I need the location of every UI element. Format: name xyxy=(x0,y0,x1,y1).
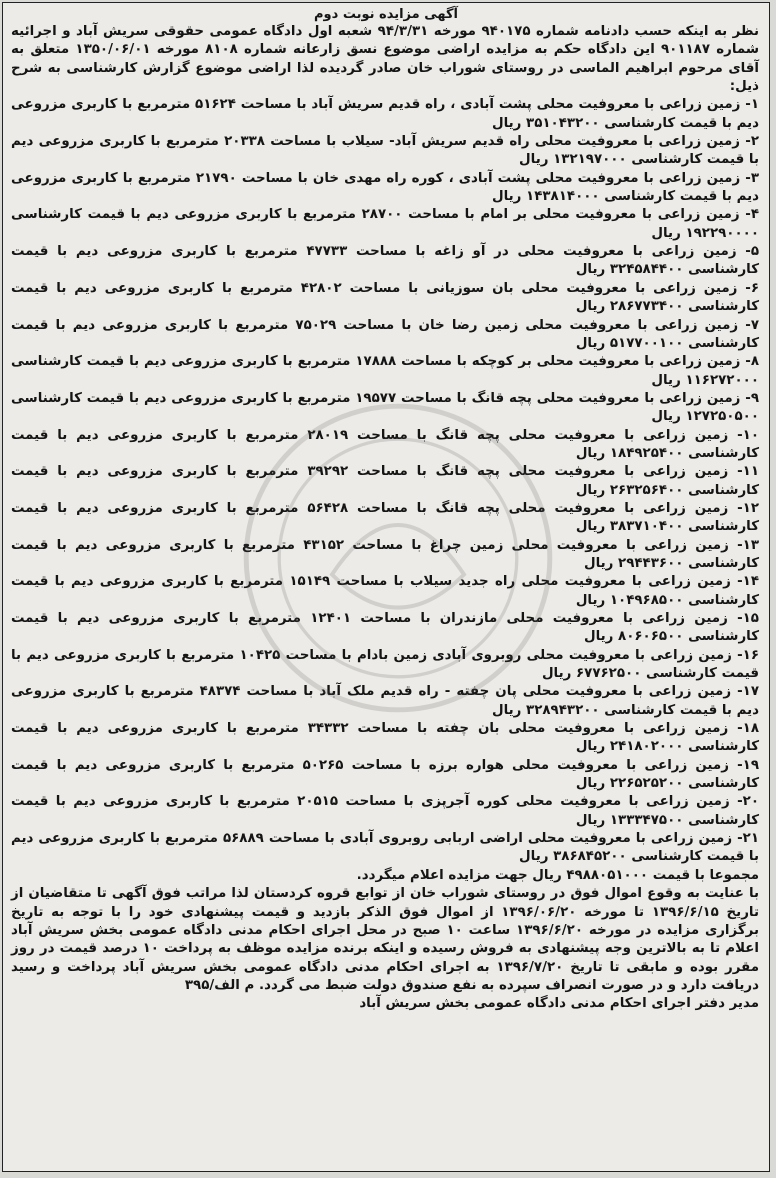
land-item-17: ۱۷- زمین زراعی با معروفیت محلی پان چفته - راه قدیم ملک آباد با مساحت ۴۸۳۷۴ مترمربع با کاربری مزروعی دیم با قیمت کارشناسی ۳۲۸۹۴۳۲۰۰ ریال xyxy=(11,684,760,718)
land-item-12: ۱۲- زمین زراعی با معروفیت محلی پچه قانگ با مساحت ۵۶۴۲۸ مترمربع با کاربری مزروعی دیم با قیمت کارشناسی ۳۸۳۷۱۰۴۰۰ ریال xyxy=(11,500,760,535)
land-item-16: ۱۶- زمین زراعی با معروفیت محلی روبروی آبادی زمین بادام با مساحت ۱۰۴۲۵ مترمربع با کاربری مزروعی دیم با قیمت کارشناسی ۶۷۷۶۲۵۰۰ ریال xyxy=(11,647,759,682)
land-item-20: ۲۰- زمین زراعی با معروفیت محلی کوره آجرپزی با مساحت ۲۰۵۱۵ مترمربع با کاربری مزروعی دیم با قیمت کارشناسی ۱۳۳۳۴۷۵۰۰ ریال xyxy=(11,794,759,828)
total-price: مجموعا با قیمت ۴۹۸۸۰۵۱۰۰۰ ریال جهت مزایده اعلام میگردد. xyxy=(356,867,759,883)
land-item-19: ۱۹- زمین زراعی با معروفیت محلی هواره برزه با مساحت ۵۰۲۶۵ مترمربع با کاربری مزروعی دیم با قیمت کارشناسی ۲۲۶۵۲۵۲۰۰ ریال xyxy=(11,757,759,792)
newspaper-clipping xyxy=(2,2,770,1172)
land-item-6: ۶- زمین زراعی با معروفیت محلی بان سوزیانی با مساحت ۴۲۸۰۲ مترمربع با کاربری مزروعی دیم با قیمت کارشناسی ۲۸۶۷۷۳۴۰۰ ریال xyxy=(11,280,759,315)
land-item-3: ۳- زمین زراعی با معروفیت محلی پشت آبادی ، کوره راه مهدی خان با مساحت ۲۱۷۹۰ مترمربع با کاربری مزروعی دیم با قیمت کارشناسی ۱۴۳۸۱۴۰۰۰ ریال xyxy=(11,170,760,205)
closing-paragraph: با عنایت به وقوع اموال فوق در روستای شوراب خان از توابع قروه کردستان لذا مراتب فوق آگهی تا متقاضیان از تاریخ ۱۳۹۶/۶/۱۵ تا مورخه ۱۳۹۶/۰۶/۲۰ از اموال فوق الذکر بازدید و قیمت پیشنهادی خود را با توجه به تاریخ برگزاری مزایده در مورخه ۱۳۹۶/۶/۲۰ ساعت ۱۰ صبح در محل اجرای احکام مدنی دادگاه عمومی بخش سریش آباد اعلام تا به بالاترین وجه پیشنهادی به فروش رسیده و اینکه برنده مزایده موظف به پرداخت ۱۰ درصد قیمت در روز مقرر بوده و مابقی تا تاریخ ۱۳۹۶/۷/۲۰ به اجرای احکام مدنی دادگاه عمومی بخش سریش آباد پرداخت و رسید دریافت دارد و در صورت انصراف سپرده به نفع صندوق دولت ضبط می گردد. م الف/۳۹۵ xyxy=(11,886,759,993)
land-item-7: ۷- زمین زراعی با معروفیت محلی زمین رضا خان با مساحت ۷۵۰۲۹ مترمربع با کاربری مزروعی دیم با قیمت کارشناسی ۵۱۷۷۰۰۱۰۰ ریال xyxy=(11,317,760,351)
land-item-14: ۱۴- زمین زراعی با معروفیت محلی راه جدید سیلاب با مساحت ۱۵۱۴۹ مترمربع با کاربری مزروعی دیم با قیمت کارشناسی ۱۰۴۹۶۸۵۰۰ ریال xyxy=(11,574,759,608)
notice-body xyxy=(3,23,769,1014)
land-item-9: ۹- زمین زراعی با معروفیت محلی پچه قانگ با مساحت ۱۹۵۷۷ مترمربع با کاربری مزروعی دیم با قیمت کارشناسی ۱۲۷۲۵۰۵۰۰ ریال xyxy=(11,390,759,425)
land-item-10: ۱۰- زمین زراعی با معروفیت محلی پچه قانگ با مساحت ۲۸۰۱۹ مترمربع با کاربری مزروعی دیم با قیمت کارشناسی ۱۸۴۹۲۵۴۰۰ ریال xyxy=(11,427,760,461)
land-item-2: ۲- زمین زراعی با معروفیت محلی راه قدیم سریش آباد- سیلاب با مساحت ۲۰۳۳۸ مترمربع با کاربری مزروعی دیم با قیمت کارشناسی ۱۳۲۱۹۷۰۰۰ ریال xyxy=(11,134,759,168)
land-item-13: ۱۳- زمین زراعی با معروفیت محلی زمین چراغ با مساحت ۴۳۱۵۲ مترمربع با کاربری مزروعی دیم با قیمت کارشناسی ۲۹۴۴۳۶۰۰ ریال xyxy=(11,537,759,571)
land-item-15: ۱۵- زمین زراعی با معروفیت محلی مازندران با مساحت ۱۲۴۰۱ مترمربع با کاربری مزروعی دیم با قیمت کارشناسی ۸۰۶۰۶۵۰۰ ریال xyxy=(11,611,759,645)
land-item-21: ۲۱- زمین زراعی با معروفیت محلی اراضی اربابی روبروی آبادی با مساحت ۵۶۸۸۹ مترمربع با کاربری مزروعی دیم با قیمت کارشناسی ۳۸۶۸۴۵۲۰۰ ریال xyxy=(11,831,759,865)
land-item-11: ۱۱- زمین زراعی با معروفیت محلی پچه قانگ با مساحت ۳۹۲۹۲ مترمربع با کاربری مزروعی دیم با قیمت کارشناسی ۲۶۳۲۵۶۴۰۰ ریال xyxy=(11,464,760,498)
land-item-1: ۱- زمین زراعی با معروفیت محلی پشت آبادی ، راه قدیم سریش آباد با مساحت ۵۱۶۲۴ مترمربع با کاربری مزروعی دیم با قیمت کارشناسی ۳۵۱۰۴۳۲۰۰ ریال xyxy=(11,97,759,131)
land-item-5: ۵- زمین زراعی با معروفیت محلی در آو زاغه با مساحت ۴۷۷۳۳ مترمربع با کاربری مزروعی دیم با قیمت کارشناسی ۳۲۴۵۸۴۴۰۰ ریال xyxy=(11,244,760,278)
notice-intro: نظر به اینکه حسب دادنامه شماره ۹۴۰۱۷۵ مورخه ۹۴/۳/۳۱ شعبه اول دادگاه عمومی حقوقی سریش آباد و اجرائیه شماره ۹۰۱۱۸۷ این دادگاه حکم به مزایده اراضی موضوع نسق زارعانه شماره ۸۱۰۸ مورخه ۱۳۵۰/۰۶/۰۱ متعلق به آقای مرحوم ابراهیم الماسی در روستای شوراب خان صادر گردیده لذا اراضی موضوع گزارش کارشناسی به شرح ذیل: xyxy=(11,24,759,95)
land-item-8: ۸- زمین زراعی با معروفیت محلی بر کوچکه با مساحت ۱۷۸۸۸ مترمربع با کاربری مزروعی دیم با قیمت کارشناسی ۱۱۶۲۷۲۰۰۰ ریال xyxy=(11,354,759,388)
notice-title: آگهی مزایده نوبت دوم xyxy=(314,7,458,22)
land-item-4: ۴- زمین زراعی با معروفیت محلی بر امام با مساحت ۲۸۷۰۰ مترمربع با کاربری مزروعی دیم با قیمت کارشناسی ۱۹۲۲۹۰۰۰۰ ریال xyxy=(11,207,760,241)
land-item-18: ۱۸- زمین زراعی با معروفیت محلی بان چفته با مساحت ۳۴۳۳۲ مترمربع با کاربری مزروعی دیم با قیمت کارشناسی ۲۴۱۸۰۲۰۰۰ ریال xyxy=(11,721,759,755)
signature-line: مدیر دفتر اجرای احکام مدنی دادگاه عمومی بخش سریش آباد xyxy=(359,996,759,1012)
